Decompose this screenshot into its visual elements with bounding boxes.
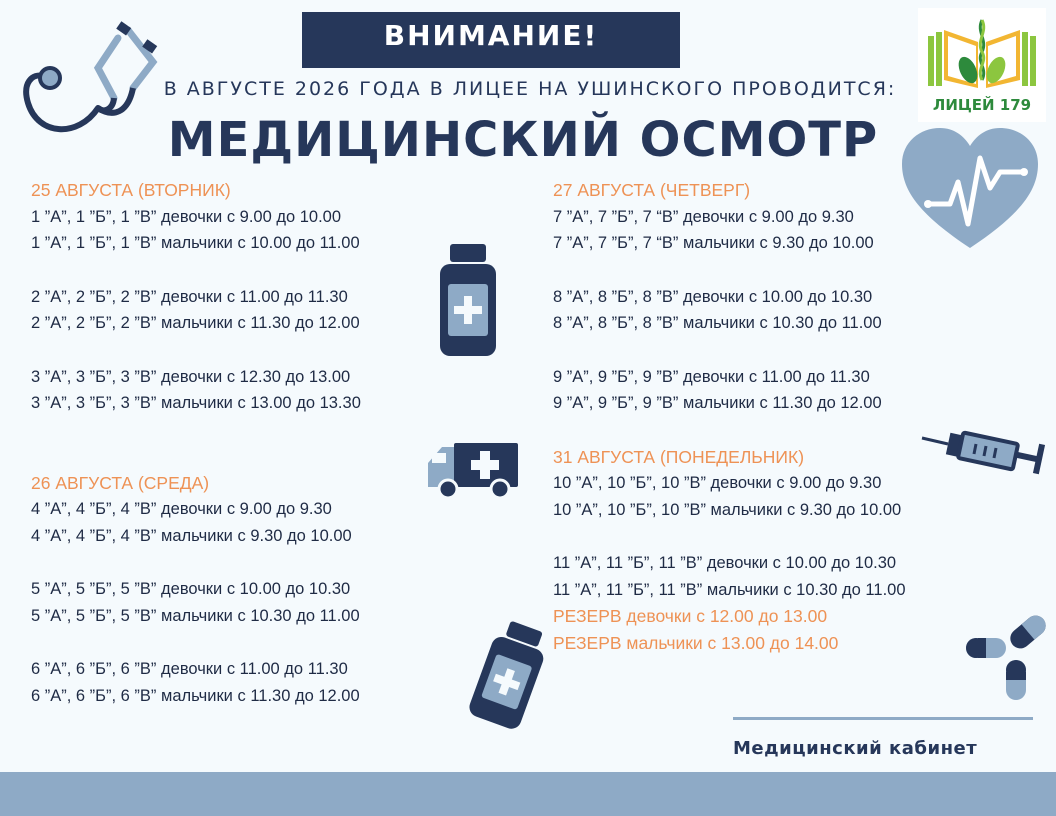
schedule-left-column <box>31 177 361 709</box>
footer-divider <box>733 717 1033 720</box>
stethoscope-icon <box>18 18 168 143</box>
pills-icon <box>962 612 1052 708</box>
page-title: МЕДИЦИНСКИЙ ОСМОТР <box>167 112 879 168</box>
schedule-line: 6 ”А”, 6 ”Б”, 6 ”В” мальчики с 11.30 до 12.00 <box>31 686 360 705</box>
schedule-line: 10 ”А”, 10 ”Б”, 10 ”В” мальчики с 9.30 до 10.00 <box>553 500 902 519</box>
schedule-line: 10 ”А”, 10 ”Б”, 10 ”В” девочки с 9.00 до 9.30 <box>553 474 882 492</box>
schedule-line: 9 ”А”, 9 ”Б”, 9 ”В” мальчики с 11.30 до 12.00 <box>553 394 882 412</box>
schedule-line: 4 ”А”, 4 ”Б”, 4 ”В” мальчики с 9.30 до 10.00 <box>31 526 352 545</box>
schedule-line: 5 ”А”, 5 ”Б”, 5 ”В” мальчики с 10.30 до 11.00 <box>31 606 360 625</box>
syringe-icon <box>920 430 1050 482</box>
schedule-line: 2 ”А”, 2 ”Б”, 2 ”В” мальчики с 11.30 до 12.00 <box>31 314 360 332</box>
day-heading: 27 АВГУСТА (ЧЕТВЕРГ) <box>553 180 751 200</box>
schedule-line: 6 ”А”, 6 ”Б”, 6 ”В” девочки с 11.00 до 11.30 <box>31 660 348 678</box>
schedule-line: 11 ”А”, 11 ”Б”, 11 ”В” мальчики с 10.30 до 11.00 <box>553 580 906 599</box>
day-heading: 25 АВГУСТА (ВТОРНИК) <box>31 180 231 200</box>
schedule-line: 9 ”А”, 9 ”Б”, 9 ”В” девочки с 11.00 до 11.30 <box>553 367 870 386</box>
schedule-line: 7 ”А”, 7 ”Б”, 7 “В” девочки с 9.00 до 9.30 <box>553 207 854 226</box>
schedule-line: 4 ”А”, 4 ”Б”, 4 ”В” девочки с 9.00 до 9.30 <box>31 500 332 518</box>
ambulance-icon <box>424 443 520 499</box>
schedule-line: 3 ”А”, 3 ”Б”, 3 ”В” девочки с 12.30 до 13.00 <box>31 367 351 386</box>
schedule-line: 1 ”А”, 1 ”Б”, 1 ”В” мальчики с 10.00 до 11.00 <box>31 234 360 252</box>
schedule-line: 3 ”А”, 3 ”Б”, 3 ”В” мальчики с 13.00 до 13.30 <box>31 394 361 412</box>
attention-banner: ВНИМАНИЕ! <box>302 12 680 68</box>
schedule-line: 1 ”А”, 1 ”Б”, 1 ”В” девочки с 9.00 до 10.00 <box>31 207 342 226</box>
logo-text: ЛИЦЕЙ 179 <box>932 96 1032 114</box>
day-heading: 26 АВГУСТА (СРЕДА) <box>31 472 210 493</box>
book-leaf-logo-icon <box>918 8 1046 98</box>
schedule-line: 5 ”А”, 5 ”Б”, 5 ”В” девочки с 10.00 до 10.30 <box>31 580 351 598</box>
heart-pulse-icon <box>902 128 1038 250</box>
medicine-bottle-icon <box>436 244 500 358</box>
schedule-line: 7 ”А”, 7 ”Б”, 7 “В” мальчики с 9.30 до 10.00 <box>553 234 874 252</box>
schedule-line: 11 ”А”, 11 ”Б”, 11 ”В” девочки с 10.00 до 10.30 <box>553 554 897 572</box>
lyceum-logo <box>918 8 1046 122</box>
schedule-line: 2 ”А”, 2 ”Б”, 2 ”В” девочки с 11.00 до 11.30 <box>31 287 348 306</box>
medicine-bottle-tilted-icon <box>466 620 556 732</box>
schedule-right-column <box>553 177 906 656</box>
schedule-line: 8 ”А”, 8 ”Б”, 8 ”В” мальчики с 10.30 до 11.00 <box>553 314 882 332</box>
day-heading: 31 АВГУСТА (ПОНЕДЕЛЬНИК) <box>553 446 805 467</box>
bottom-bar <box>0 772 1056 816</box>
reserve-line: РЕЗЕРВ мальчики с 13.00 до 14.00 <box>553 632 839 653</box>
footer-signature: Медицинский кабинет <box>733 738 978 759</box>
reserve-line: РЕЗЕРВ девочки с 12.00 до 13.00 <box>553 606 828 626</box>
schedule-line: 8 ”А”, 8 ”Б”, 8 ”В” девочки с 10.00 до 10.30 <box>553 287 873 306</box>
announcement-subtitle: В АВГУСТЕ 2026 ГОДА В ЛИЦЕЕ НА УШИНСКОГО ПРОВОДИТСЯ: <box>163 78 897 100</box>
